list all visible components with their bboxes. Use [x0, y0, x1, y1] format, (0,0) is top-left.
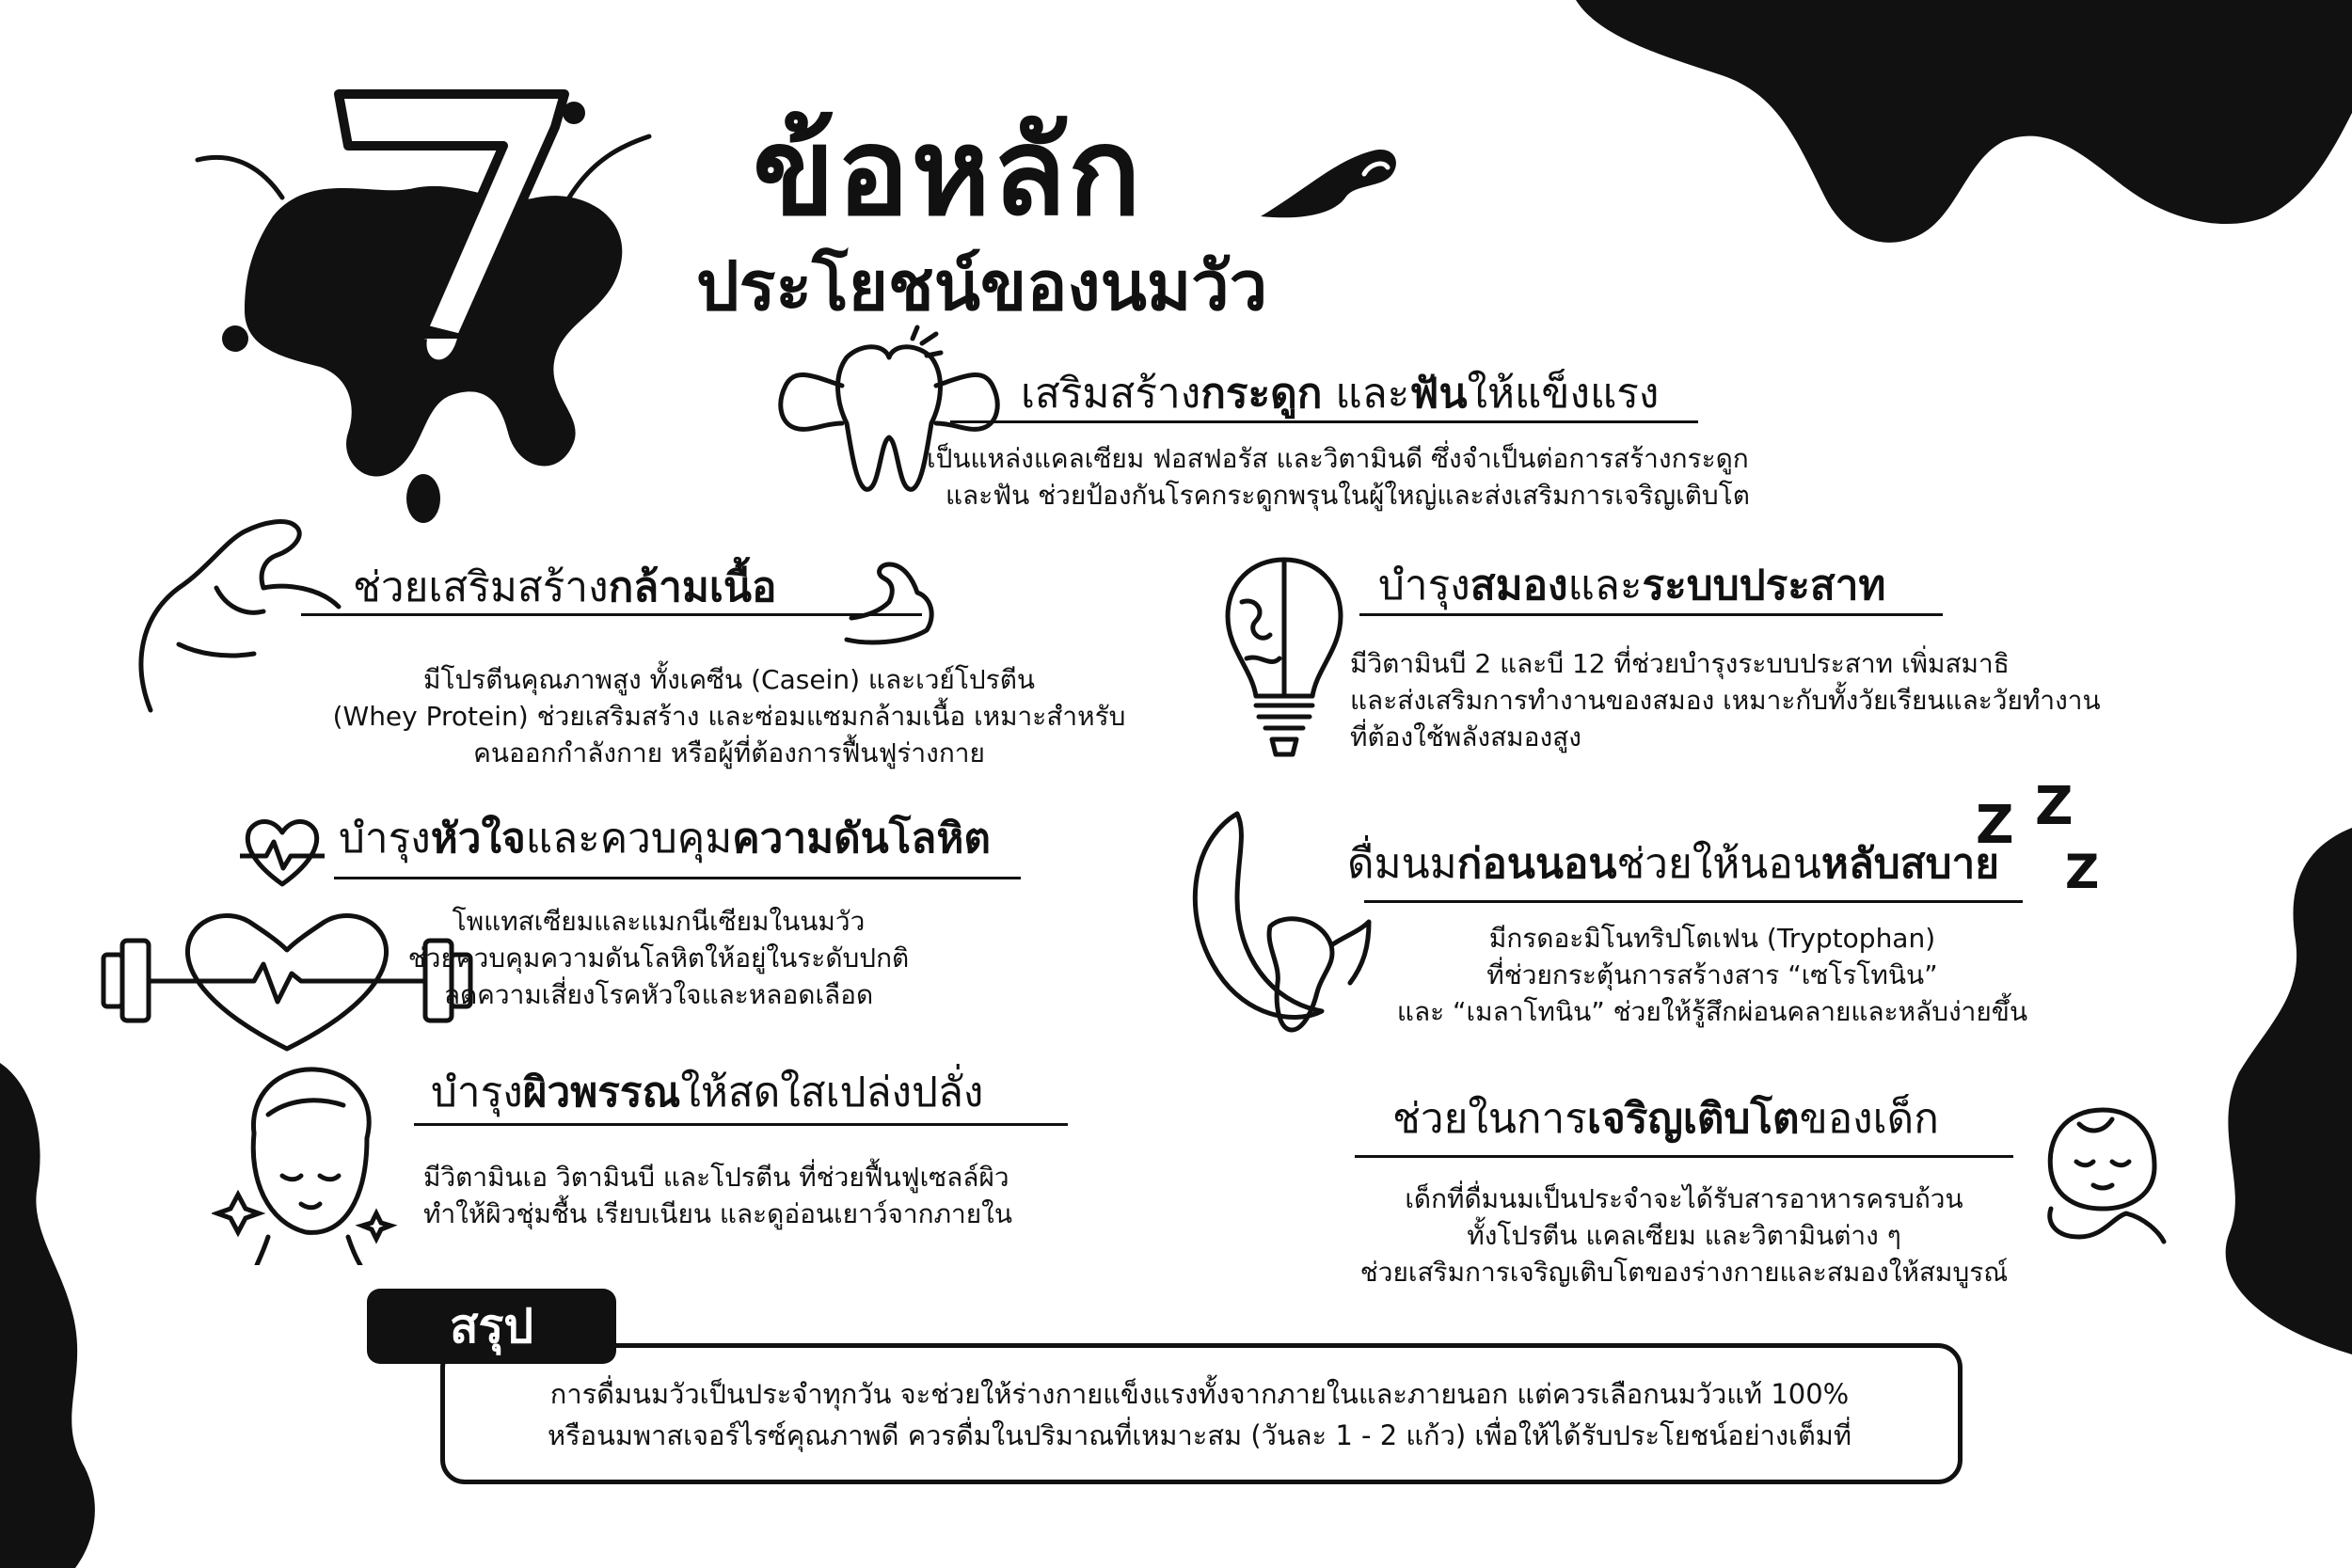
section-muscle-heading: ช่วยเสริมสร้างกล้ามเนื้อ [353, 563, 777, 611]
divider [334, 877, 1021, 879]
section-muscle-body: มีโปรตีนคุณภาพสูง ทั้งเคซีน (Casein) และเวย์โปรตีน (Whey Protein) ช่วยเสริมสร้าง และซ่อมแซมกล้ามเนื้อ เหมาะสำหรับ คนออกกำลังกาย หรือผู้ที่ต้องการฟื้นฟูร่างกาย [332, 664, 1126, 768]
divider [1355, 1155, 2013, 1158]
section-heart-body: โพแทสเซียมและแมกนีเซียมในนมวัว ช่วยควบคุมความดันโลหิตให้อยู่ในระดับปกติ ลดความเสี่ยงโรคหัวใจและหลอดเลือด [407, 906, 910, 1010]
section-brain-body: มีวิตามินบี 2 และบี 12 ที่ช่วยบำรุงระบบประสาท เพิ่มสมาธิ และส่งเสริมการทำงานของสมอง เหมาะกับทั้งวัยเรียนและวัยทำงาน ที่ต้องใช้พลังสมองสูง [1350, 648, 2101, 752]
section-sleep-heading: ดื่มนมก่อนนอนช่วยให้นอนหลับสบาย [1347, 840, 1999, 888]
small-arm-icon [837, 550, 941, 654]
cow-spot-right [2192, 828, 2352, 1354]
section-bones-heading: เสริมสร้างกระดูก และฟันให้แข็งแรง [1021, 370, 1660, 418]
summary-label: สรุป [367, 1289, 616, 1364]
divider [1364, 900, 2023, 903]
page-subtitle: ประโยชน์ของนมวัว [696, 246, 1268, 325]
cow-spot-left [0, 1063, 132, 1568]
page-title: ข้อหลัก [753, 103, 1143, 243]
divider [1359, 613, 1943, 616]
section-bones-body: เป็นแหล่งแคลเซียม ฟอสฟอรัส และวิตามินดี ซึ่งจำเป็นต่อการสร้างกระดูก และฟัน ช่วยป้องกันโรคกระดูกพรุนในผู้ใหญ่และส่งเสริมการเจริญเติบโต [927, 443, 1750, 511]
heart-pulse-icon [240, 814, 325, 889]
section-sleep-body: มีกรดอะมิโนทริปโตเฟน (Tryptophan) ที่ช่วยกระตุ้นการสร้างสาร “เซโรโทนิน” และ “เมลาโทนิน” ช่วยให้รู้สึกผ่อนคลายและหลับง่ายขึ้น [1396, 923, 2028, 1027]
section-skin-body: มีวิตามินเอ วิตามินบี และโปรตีน ที่ช่วยฟื้นฟูเซลล์ผิว ทำให้ผิวชุ่มชื้น เรียบเนียน และดูอ่อนเยาว์จากภายใน [423, 1162, 1012, 1229]
sleep-z-3: Z [2065, 845, 2100, 899]
sleep-z-2: Z [2035, 776, 2074, 837]
section-growth-body: เด็กที่ดื่มนมเป็นประจำจะได้รับสารอาหารครบถ้วน ทั้งโปรตีน แคลเซียม และวิตามินต่าง ๆ ช่วยเสริมการเจริญเติบโตของร่างกายและสมองให้สมบูรณ์ [1359, 1183, 2009, 1288]
summary-text: การดื่มนมวัวเป็นประจำทุกวัน จะช่วยให้ร่างกายแข็งแรงทั้งจากภายในและภายนอก แต่ควรเลือกนมวัวแท้ 100% หรือนมพาสเจอร์ไรซ์คุณภาพดี ควรดื่มในปริมาณที่เหมาะสม (วันละ 1 - 2 แก้ว) เพื่อให้ได้รับประโยชน์อย่างเต็มที่ [547, 1378, 1852, 1451]
section-brain-heading: บำรุงสมองและระบบประสาท [1378, 562, 1886, 610]
splash-drop-icon [1251, 122, 1411, 235]
section-growth-heading: ช่วยในการเจริญเติบโตของเด็ก [1392, 1095, 1939, 1143]
milk-splash-icon [141, 56, 734, 527]
cow-spot-top-right [1562, 0, 2352, 282]
sleep-z-1: Z [1976, 795, 2014, 856]
face-towel-icon [212, 1058, 400, 1265]
section-heart-heading: บำรุงหัวใจและควบคุมความดันโลหิต [339, 815, 991, 863]
divider [414, 1123, 1068, 1126]
section-skin-heading: บำรุงผิวพรรณให้สดใสเปล่งปลั่ง [431, 1069, 984, 1117]
baby-sleep-icon [2037, 1101, 2169, 1246]
divider [301, 613, 922, 616]
brain-bulb-icon [1214, 546, 1355, 762]
divider [950, 420, 1698, 423]
